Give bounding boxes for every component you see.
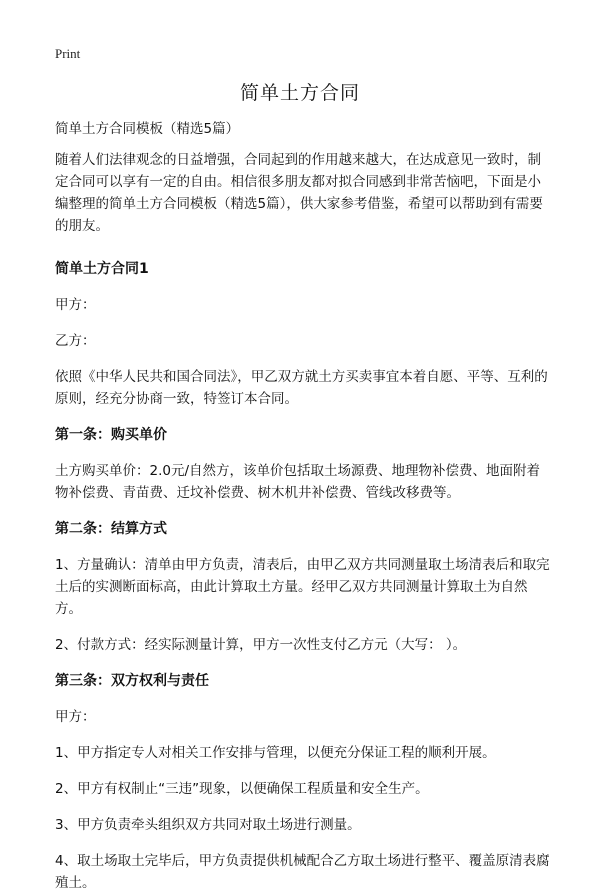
intro-paragraph: 随着人们法律观念的日益增强，合同起到的作用越来越大，在达成意见一致时，制定合同可以享有一定的自由。相信很多朋友都对拟合同感到非常苦恼吧，下面是小编整理的简单土方合同模板（精选5篇），供大家参考借鉴，希望可以帮助到有需要的朋友。: [55, 152, 543, 234]
article2-item1: 1、方量确认：清单由甲方负责，清表后，由甲乙双方共同测量取土场清表后和取完土后的实测断面标高，由此计算取土方量。经甲乙双方共同测量计算取土为自然方。: [55, 557, 550, 617]
article3-item3: 3、甲方负责牵头组织双方共同对取土场进行测量。: [55, 817, 361, 833]
article1-heading: 第一条：购买单价: [55, 427, 167, 443]
contract1-heading: 简单土方合同1: [55, 261, 149, 277]
print-link[interactable]: Print: [55, 46, 81, 61]
article3-item2: 2、甲方有权制止“三违”现象，以便确保工程质量和安全生产。: [55, 781, 429, 797]
party-b-label: 乙方：: [55, 333, 96, 349]
party-a-label: 甲方：: [55, 297, 96, 313]
article3-heading: 第三条：双方权利与责任: [55, 673, 209, 689]
article1-text: 土方购买单价：2.0元/自然方，该单价包括取土场源费、地理物补偿费、地面附着物补偿费、青苗费、迁坟补偿费、树木机井补偿费、管线改移费等。: [55, 463, 541, 501]
preamble-paragraph: 依照《中华人民共和国合同法》，甲乙双方就土方买卖事宜本着自愿、平等、互利的原则，经充分协商一致，特签订本合同。: [55, 369, 548, 407]
document-body: [55, 118, 550, 894]
article3-party-a: 甲方：: [55, 709, 96, 725]
article2-item2: 2、付款方式：经实际测量计算，甲方一次性支付乙方元（大写： ）。: [55, 637, 467, 653]
article3-item4: 4、取土场取土完毕后，甲方负责提供机械配合乙方取土场进行整平、覆盖原清表腐殖土。: [55, 853, 550, 891]
document-title: 简单土方合同: [239, 82, 360, 104]
article2-heading: 第二条：结算方式: [55, 521, 167, 537]
document-subtitle: 简单土方合同模板（精选5篇）: [55, 121, 240, 137]
article3-item1: 1、甲方指定专人对相关工作安排与管理，以便充分保证工程的顺利开展。: [55, 745, 496, 761]
